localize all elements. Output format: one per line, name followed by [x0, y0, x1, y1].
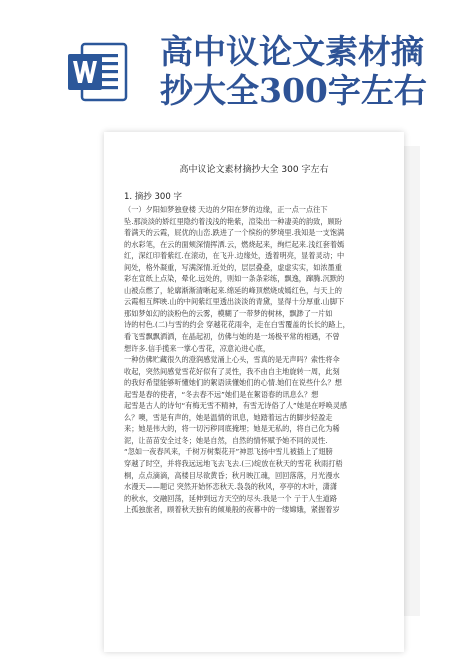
- body-text-line: 泥，让苗苗安全过冬；她是自然，自然的情怀赋予她不同的灵性.: [124, 435, 328, 445]
- body-text-line: 起雪是古人的诗句“有梅无雪不精神，有雪无诗俗了人”她是在呼唤灵感: [124, 401, 348, 411]
- page-header: [0, 0, 474, 118]
- document-body: [124, 204, 386, 516]
- word-document-icon: [66, 40, 130, 104]
- title-line-1: 高中议论文素材摘: [160, 32, 424, 71]
- body-text-line: 的秋水，交融回荡，延伸到远方天空的尽头.我是一个 亍于人生道路: [124, 493, 338, 503]
- body-text-line: 坠.那淡淡的娇红里隐约着浅浅的艳紫，渲染出一种凄美的韵致，顾盼: [124, 216, 342, 226]
- body-text-line: 一种仿佛贮藏很久的澄润感觉涌上心头，雪真的是无声吗？索性将伞: [124, 355, 340, 365]
- body-text-line: 山被点燃了，轮廓渐渐清晰起来.绵延的峰顶燃烧成嫣红色，与天上的: [124, 285, 342, 295]
- body-text-line: 间处，格外凝重，写满深情.近处的，层层叠叠，虚虚实实，如浓墨重: [124, 262, 342, 272]
- body-text-line: 看飞雪飘飘洒洒，在晶起初，仿佛与她的是一场极平常的相遇，不曾: [124, 332, 340, 342]
- section-heading: 1. 摘抄 300 字: [124, 192, 182, 202]
- body-text-line: “忽如一夜春风来，千树万树梨花开”神思飞扬中雪儿被插上了翅膀: [124, 447, 333, 457]
- body-text-line: 诗的村色.(二)与雪的约会 穿越花花雨伞，走在白雪覆盖的长长的路上，: [124, 320, 350, 330]
- body-text-line: 穿越了时空，并将我远远地飞去飞去.(三)绽放在秋天的雪花 秋雨打梧: [124, 459, 343, 469]
- body-text-line: 红，深红印着紫红.在滚动，在飞升.边缘处，透着明亮，显着灵动；中: [124, 251, 345, 261]
- document-title: 高中议论文素材摘抄大全 300 字左右: [179, 165, 329, 175]
- body-text-line: 彩在宣纸上点染，晕化.远处的，则如一条条彩练，飘逸，蹿腾.沉默的: [124, 274, 345, 284]
- body-text-line: 桐，点点滴滴，高楼目尽欲黄昏；秋月映江魂，回回落落，月光漫水: [124, 470, 340, 480]
- body-text-line: 么？噢，雪是有声的，她是温情的讯息，她踏着远古的脚步轻盈走: [124, 412, 333, 422]
- body-text-line: 收起，突然间感觉雪花好似有了灵性，我不由自主地旋转一周，此刻: [124, 366, 340, 376]
- page-title: [160, 32, 470, 110]
- body-text-line: 上孤独旅者，顾着秋天独有的倾巢般的夜幕中的一缕嫦娥，紧握着岁: [124, 505, 340, 515]
- body-text-line: 的我好希望能够听懂她们的絮语读懂她们的心情.她们在说些什么？想: [124, 378, 342, 388]
- body-text-line: 着满天的云霞，屁优的山峦.跌进了一个缤纷的梦境里.我知是一支饱满: [124, 228, 345, 238]
- body-text-line: （一）夕阳如梦独登楼 天边的夕阳在梦的边缘，正一点一点往下: [124, 205, 328, 214]
- body-text-line: 的水彩笔，在云的面颊深情挥洒.云，燃烧起来，绚烂起来.浅红套着嫣: [124, 239, 345, 249]
- body-text-line: 想许多.信手揽来一掌心雪花，凉意沁进心底，: [124, 343, 271, 353]
- body-text-line: 来；她是伟大的，将一切污秽同底掩埋；她是无私的，将自己化为稀: [124, 424, 340, 434]
- body-text-line: 云霞相互辉映.山的中间紫红里透出淡淡的青黛，显得十分厚重.山脚下: [124, 297, 345, 307]
- body-text-line: 那如梦如幻的淡粉色的云雾，模糊了一带梦的树林，飘渺了一片如: [124, 308, 333, 318]
- title-line-2: 抄大全300字左右: [160, 71, 427, 110]
- body-text-line: 起雪是春的使者，“冬去春不远”她们是在絮语春的讯息么？想: [124, 389, 319, 399]
- document-page-preview: [104, 132, 404, 652]
- body-text-line: 水漫天——题记 突然开始怀恋秋天.袅袅的秋风，亭亭的木叶，潇潇: [124, 482, 338, 492]
